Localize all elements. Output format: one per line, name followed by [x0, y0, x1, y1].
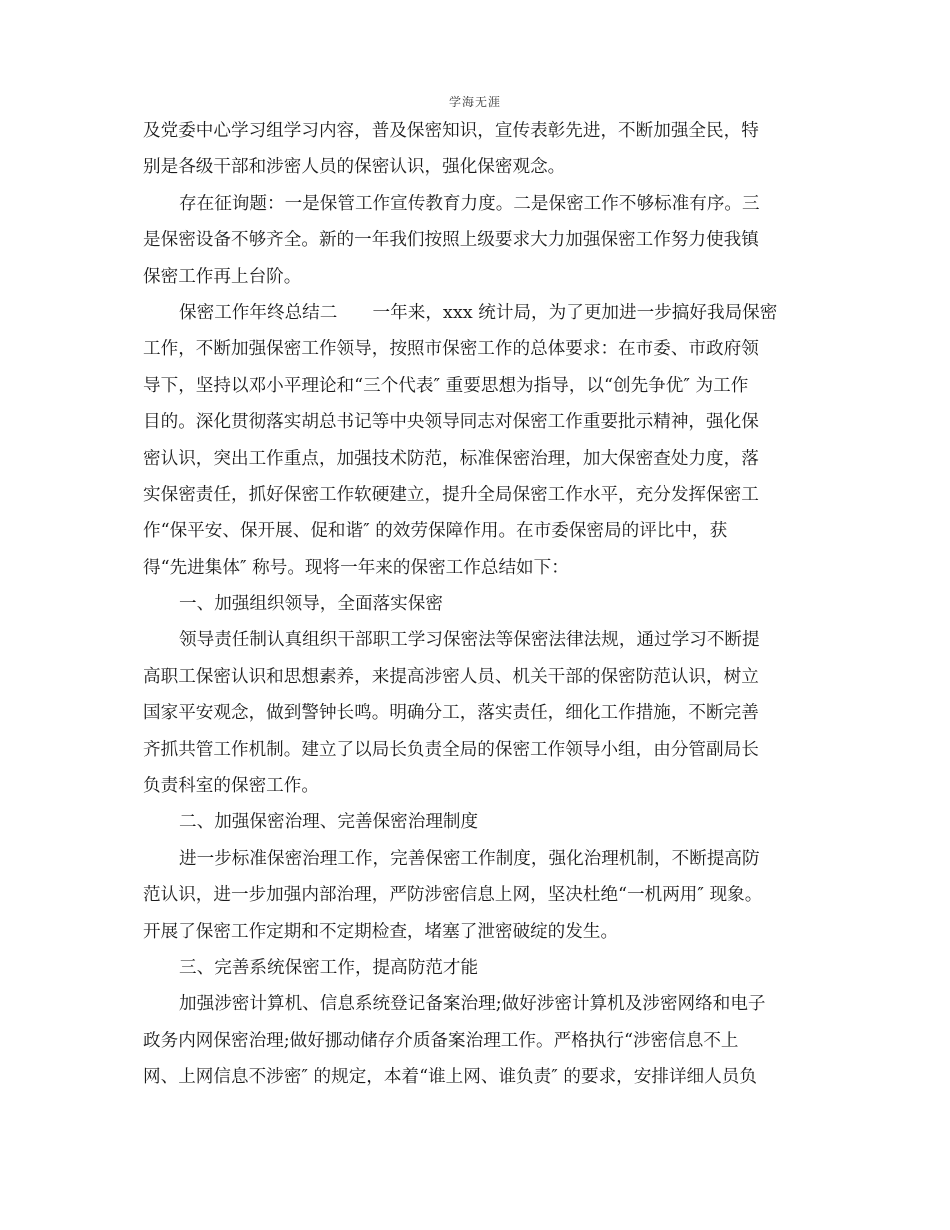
text-line: 三、完善系统保密工作，提高防范才能	[179, 957, 479, 978]
text-line: 是保密设备不够齐全。新的一年我们按照上级要求大力加强保密工作努力使我镇	[143, 230, 759, 251]
text-line: 及党委中心学习组学习内容，普及保密知识，宣传表彰先进，不断加强全民，特	[143, 121, 759, 141]
text-line: 开展了保密工作定期和不定期检查，堵塞了泄密破绽的发生。	[143, 921, 619, 942]
text-line: 得“先进集体″ 称号。现将一年来的保密工作总结如下：	[143, 557, 569, 578]
text-line: 保密工作年终总结二 一年来，xxx 统计局，为了更加进一步搞好我局保密	[179, 302, 778, 323]
text-line: 范认识，进一步加强内部治理，严防涉密信息上网，坚决杜绝“一机两用″ 现象。	[143, 885, 763, 906]
text-line: 作“保平安、保开展、促和谐″ 的效劳保障作用。在市委保密局的评比中，获	[143, 521, 728, 542]
text-line: 政务内网保密治理;做好挪动储存介质备案治理工作。严格执行“涉密信息不上	[143, 1030, 739, 1051]
text-line: 密认识，突出工作重点，加强技术防范，标准保密治理，加大保密查处力度，落	[143, 448, 759, 469]
text-line: 领导责任制认真组织干部职工学习保密法等保密法律法规，通过学习不断提	[179, 630, 760, 651]
text-line: 导下，坚持以邓小平理论和“三个代表″ 重要思想为指导，以“创先争优″ 为工作	[143, 375, 749, 396]
text-line: 保密工作再上台阶。	[143, 266, 302, 287]
text-line: 一、加强组织领导，全面落实保密	[179, 594, 443, 615]
text-line: 国家平安观念，做到警钟长鸣。明确分工，落实责任，细化工作措施，不断完善	[143, 703, 759, 724]
text-line: 高职工保密认识和思想素养，来提高涉密人员、机关干部的保密防范认识，树立	[143, 666, 759, 687]
text-line: 工作，不断加强保密工作领导，按照市保密工作的总体要求：在市委、市政府领	[143, 339, 759, 360]
text-line: 实保密责任，抓好保密工作软硬建立，提升全局保密工作水平，充分发挥保密工	[143, 484, 759, 505]
text-line: 别是各级干部和涉密人员的保密认识，强化保密观念。	[143, 157, 566, 178]
text-line: 齐抓共管工作机制。建立了以局长负责全局的保密工作领导小组，由分管副局长	[143, 739, 759, 760]
text-line: 存在征询题：一是保管工作宣传教育力度。二是保密工作不够标准有序。三	[179, 193, 760, 214]
text-line: 进一步标准保密治理工作，完善保密工作制度，强化治理机制，不断提高防	[179, 848, 760, 869]
text-line: 二、加强保密治理、完善保密治理制度	[179, 812, 479, 833]
page-header: 学海无涯	[448, 95, 501, 109]
text-line: 目的。深化贯彻落实胡总书记等中央领导同志对保密工作重要批示精神，强化保	[143, 412, 759, 433]
document-body	[143, 113, 807, 1096]
text-line: 网、上网信息不涉密″ 的规定，本着“谁上网、谁负责″ 的要求，安排详细人员负	[143, 1067, 757, 1088]
text-line: 加强涉密计算机、信息系统登记备案治理;做好涉密计算机及涉密网络和电子	[179, 994, 766, 1015]
text-line: 负责科室的保密工作。	[143, 776, 319, 797]
